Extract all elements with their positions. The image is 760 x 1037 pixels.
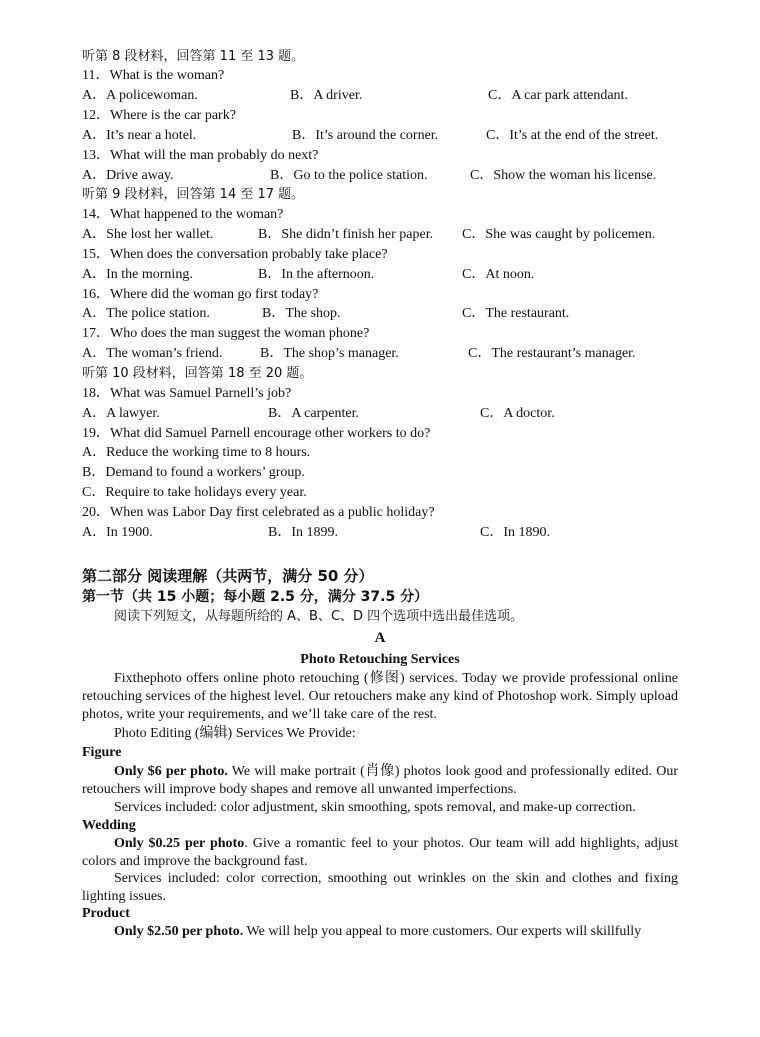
question-16-stem: 16．Where did the woman go first today? (82, 287, 319, 302)
question-18-stem: 18．What was Samuel Parnell’s job? (82, 386, 292, 401)
wedding-text: . Give a romantic feel to your photos. Our team will add highlights, adjust colors and improve the background fast. (82, 836, 678, 869)
question-11-stem: 11．What is the woman? (82, 68, 225, 83)
q12-option-c: C．It’s at the end of the street. (486, 128, 659, 143)
q15-option-a: A．In the morning. (82, 267, 193, 282)
q12-option-a: A．It’s near a hotel. (82, 128, 197, 143)
product-heading: Product (82, 906, 130, 921)
figure-price: Only $6 per photo. (114, 764, 228, 779)
section9-header: 听第 9 段材料，回答第 14 至 17 题。 (82, 187, 305, 202)
figure-text: We will make portrait (肖像) photos look good and professionally edited. Our retouchers will improve body shapes and remove all unwanted imperfections. (82, 764, 679, 797)
wedding-price: Only $0.25 per photo (114, 836, 245, 851)
product-price: Only $2.50 per photo. (114, 924, 244, 939)
q20-option-b: B．In 1899. (268, 525, 338, 540)
wedding-services: Services included: color correction, smoothing out wrinkles on the skin and clothes and fixing lighting issues. (82, 871, 678, 904)
q13-option-b: B．Go to the police station. (270, 168, 428, 183)
q13-option-c: C．Show the woman his license. (470, 168, 657, 183)
section-one-title: 第一节（共 15 小题；每小题 2.5 分，满分 37.5 分） (82, 589, 429, 605)
passage-letter: A (374, 630, 386, 646)
section10-header: 听第 10 段材料，回答第 18 至 20 题。 (82, 366, 313, 381)
q11-option-a: A．A policewoman. (82, 88, 198, 103)
q18-option-b: B．A carpenter. (268, 406, 359, 421)
q12-option-b: B．It’s around the corner. (292, 128, 439, 143)
passage-intro: Fixthephoto offers online photo retouching (修图) services. Today we provide professional online retouching services of the highest level. Our retouchers make any kind of Photoshop work. Simply upload photos, write your requirements, and we’ll take care of the rest. (82, 671, 678, 722)
q18-option-c: C．A doctor. (480, 406, 555, 421)
q17-option-c: C．The restaurant’s manager. (468, 346, 636, 361)
q11-option-b: B．A driver. (290, 88, 363, 103)
q20-option-a: A．In 1900. (82, 525, 153, 540)
figure-description (82, 763, 678, 799)
part-two-title: 第二部分 阅读理解（共两节，满分 50 分） (82, 567, 374, 585)
q15-option-b: B．In the afternoon. (258, 267, 375, 282)
question-19-stem: 19．What did Samuel Parnell encourage other workers to do? (82, 426, 431, 441)
q13-option-a: A．Drive away. (82, 168, 174, 183)
q17-option-b: B．The shop’s manager. (260, 346, 399, 361)
passage-title: Photo Retouching Services (300, 652, 460, 667)
q11-option-c: C．A car park attendant. (488, 88, 628, 103)
question-14-stem: 14．What happened to the woman? (82, 207, 284, 222)
q14-option-c: C．She was caught by policemen. (462, 227, 656, 242)
question-15-stem: 15．When does the conversation probably take place? (82, 247, 388, 262)
q14-option-a: A．She lost her wallet. (82, 227, 214, 242)
figure-heading: Figure (82, 745, 122, 760)
wedding-description (82, 835, 678, 871)
product-text: We will help you appeal to more customers. Our experts will skillfully (243, 924, 642, 939)
editing-services-line: Photo Editing (编辑) Services We Provide: (114, 726, 356, 741)
question-12-stem: 12．Where is the car park? (82, 108, 236, 123)
q19-option-a: A．Reduce the working time to 8 hours. (82, 445, 311, 460)
q18-option-a: A．A lawyer. (82, 406, 160, 421)
wedding-heading: Wedding (82, 818, 136, 833)
section8-header: 听第 8 段材料，回答第 11 至 13 题。 (82, 49, 305, 64)
reading-instruction: 阅读下列短文，从每题所给的 A、B、C、D 四个选项中选出最佳选项。 (114, 609, 524, 624)
question-13-stem: 13．What will the man probably do next? (82, 148, 319, 163)
question-20-stem: 20．When was Labor Day first celebrated as a public holiday? (82, 505, 435, 520)
q16-option-b: B．The shop. (262, 306, 341, 321)
product-description (82, 923, 678, 941)
q19-option-b: B．Demand to found a workers’ group. (82, 465, 305, 480)
q20-option-c: C．In 1890. (480, 525, 550, 540)
q17-option-a: A．The woman’s friend. (82, 346, 223, 361)
q16-option-a: A．The police station. (82, 306, 210, 321)
q19-option-c: C．Require to take holidays every year. (82, 485, 307, 500)
figure-services: Services included: color adjustment, skin smoothing, spots removal, and make-up correction. (114, 800, 636, 815)
q15-option-c: C．At noon. (462, 267, 535, 282)
question-17-stem: 17．Who does the man suggest the woman phone? (82, 326, 370, 341)
q16-option-c: C．The restaurant. (462, 306, 570, 321)
q14-option-b: B．She didn’t finish her paper. (258, 227, 434, 242)
